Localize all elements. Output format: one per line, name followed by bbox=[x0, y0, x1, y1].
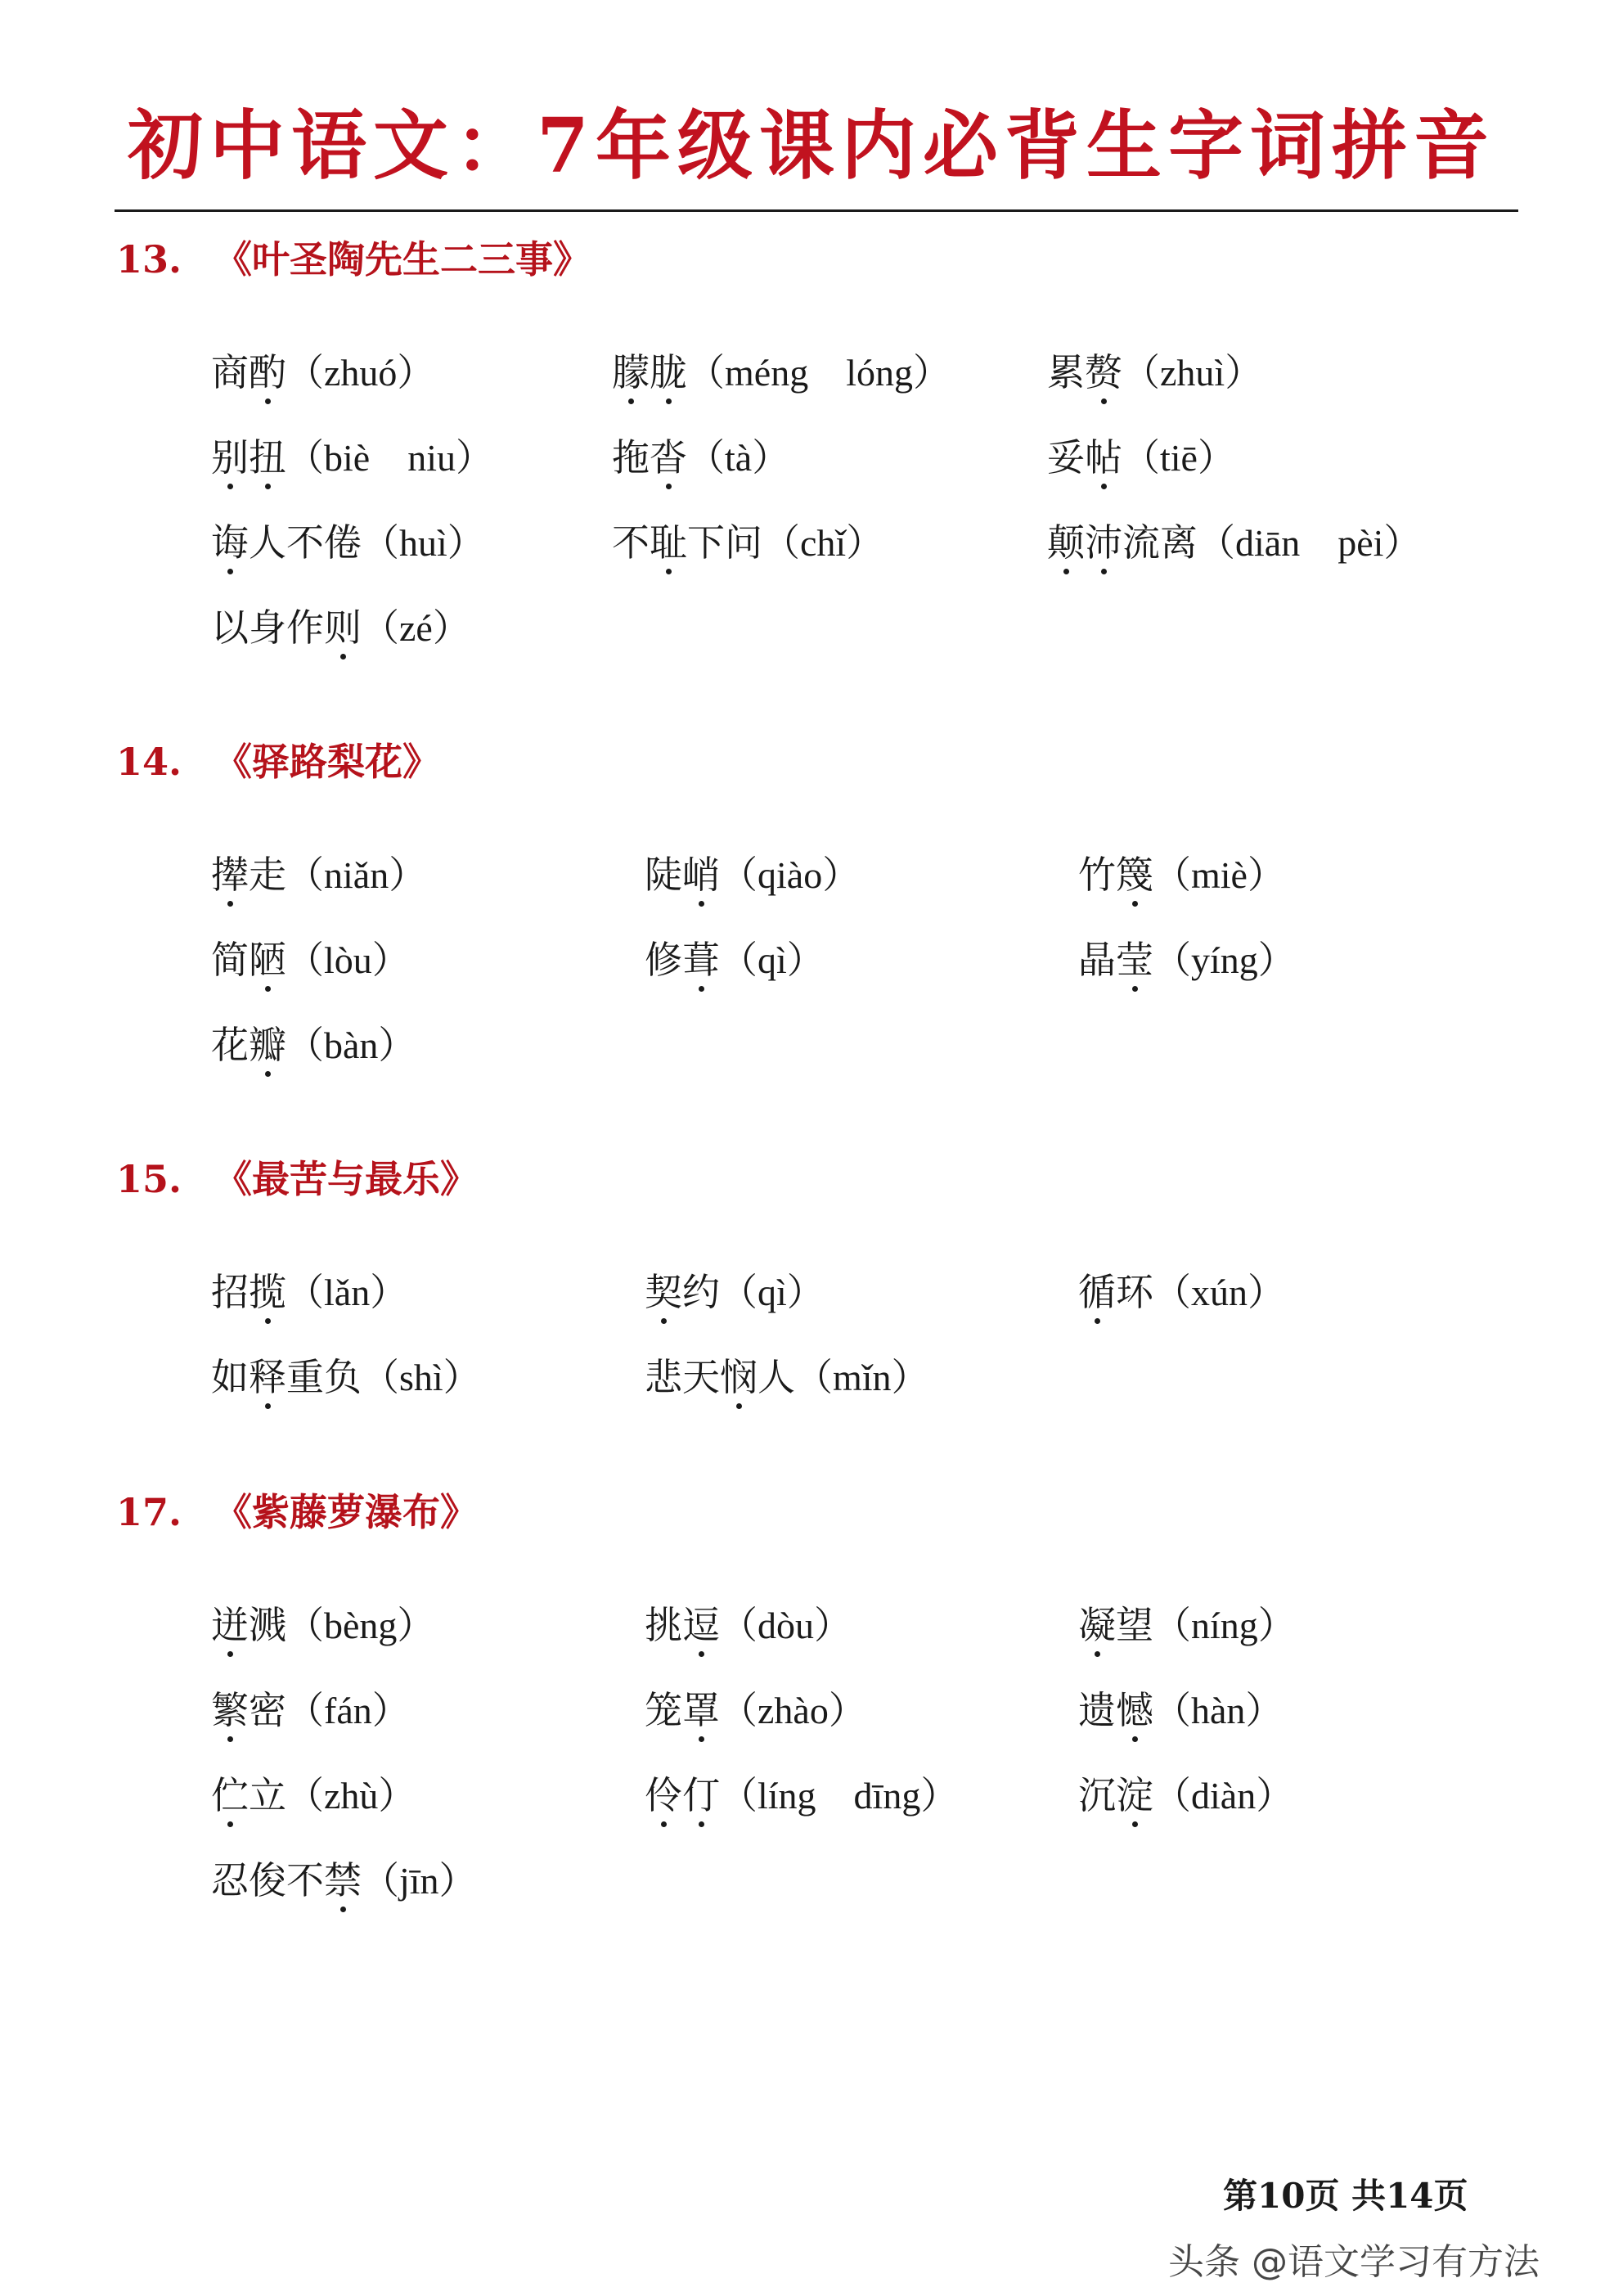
vocab-word: 笼罩 bbox=[645, 1688, 720, 1732]
vocab-word: 沉淀 bbox=[1078, 1773, 1153, 1817]
vocab-entry bbox=[211, 1688, 410, 1732]
pinyin: （zhù） bbox=[286, 1775, 416, 1817]
vocab-entry bbox=[1078, 938, 1296, 982]
vocab-entry bbox=[1078, 1603, 1296, 1647]
pinyin: （zhuó） bbox=[286, 352, 435, 394]
vocab-entry bbox=[211, 1858, 477, 1902]
title-divider bbox=[115, 209, 1518, 212]
vocab-word: 伫立 bbox=[211, 1773, 286, 1817]
vocab-word: 撵走 bbox=[211, 853, 286, 897]
pinyin: （miè） bbox=[1153, 854, 1285, 896]
section-title: 《最苦与最乐》 bbox=[214, 1157, 478, 1201]
vocab-word: 颠沛流离 bbox=[1047, 520, 1198, 565]
page-number: 第10页 共14页 bbox=[1223, 2176, 1468, 2216]
vocab-entry bbox=[612, 435, 790, 479]
vocab-word: 修葺 bbox=[645, 938, 720, 982]
pinyin: （huì） bbox=[362, 522, 485, 564]
section-heading bbox=[116, 740, 440, 784]
vocab-entry bbox=[645, 853, 861, 897]
vocab-entry bbox=[211, 520, 485, 565]
page-title: 初中语文：7年级课内必背生字词拼音 bbox=[127, 101, 1495, 190]
vocab-word: 朦胧 bbox=[612, 350, 687, 394]
vocab-word: 循环 bbox=[1078, 1270, 1153, 1314]
pinyin: （mǐn） bbox=[795, 1357, 929, 1398]
vocab-word: 妥帖 bbox=[1047, 435, 1122, 479]
vocab-entry bbox=[1047, 520, 1422, 565]
vocab-word: 繁密 bbox=[211, 1688, 286, 1732]
vocab-entry bbox=[211, 938, 410, 982]
vocab-entry bbox=[612, 520, 884, 565]
pinyin: （níng） bbox=[1153, 1605, 1296, 1646]
vocab-word: 商酌 bbox=[211, 350, 286, 394]
vocab-entry bbox=[211, 1023, 416, 1067]
pinyin: （qiào） bbox=[720, 854, 861, 896]
pinyin: （tiē） bbox=[1122, 437, 1235, 479]
vocab-entry bbox=[645, 1355, 929, 1399]
vocab-word: 以身作则 bbox=[211, 606, 362, 650]
vocab-entry bbox=[211, 1355, 481, 1399]
vocab-word: 悲天悯人 bbox=[645, 1355, 795, 1399]
vocab-word: 挑逗 bbox=[645, 1603, 720, 1647]
vocab-word: 招揽 bbox=[211, 1270, 286, 1314]
vocab-entry bbox=[612, 350, 951, 394]
pinyin: （líng dīng） bbox=[720, 1775, 959, 1817]
pinyin: （lòu） bbox=[286, 939, 410, 981]
vocab-word: 凝望 bbox=[1078, 1603, 1153, 1647]
vocab-entry bbox=[1047, 350, 1263, 394]
pinyin: （zhào） bbox=[720, 1690, 866, 1731]
vocab-entry bbox=[211, 1270, 408, 1314]
section-heading bbox=[116, 237, 591, 281]
vocab-word: 契约 bbox=[645, 1270, 720, 1314]
pinyin: （zhuì） bbox=[1122, 352, 1263, 394]
vocab-entry bbox=[1047, 435, 1235, 479]
vocab-word: 简陋 bbox=[211, 938, 286, 982]
section-number: 17. bbox=[116, 1490, 182, 1534]
vocab-entry bbox=[1078, 853, 1285, 897]
section-number: 14. bbox=[116, 740, 182, 784]
pinyin: （dòu） bbox=[720, 1605, 852, 1646]
vocab-word: 陡峭 bbox=[645, 853, 720, 897]
vocab-word: 如释重负 bbox=[211, 1355, 362, 1399]
vocab-entry bbox=[645, 1688, 866, 1732]
vocab-word: 诲人不倦 bbox=[211, 520, 362, 565]
pinyin: （zé） bbox=[362, 607, 470, 649]
vocab-word: 累赘 bbox=[1047, 350, 1122, 394]
pinyin: （tà） bbox=[687, 437, 790, 479]
vocab-word: 竹篾 bbox=[1078, 853, 1153, 897]
vocab-word: 遗憾 bbox=[1078, 1688, 1153, 1732]
vocab-word: 花瓣 bbox=[211, 1023, 286, 1067]
vocab-word: 晶莹 bbox=[1078, 938, 1153, 982]
pinyin: （fán） bbox=[286, 1690, 410, 1731]
vocab-entry bbox=[211, 606, 470, 650]
pinyin: （lǎn） bbox=[286, 1272, 408, 1313]
pinyin: （bàn） bbox=[286, 1024, 416, 1066]
pinyin: （hàn） bbox=[1153, 1690, 1284, 1731]
vocab-word: 别扭 bbox=[211, 435, 286, 479]
section-heading bbox=[116, 1490, 478, 1534]
pinyin: （diàn） bbox=[1153, 1775, 1294, 1817]
section-title: 《驿路梨花》 bbox=[214, 740, 440, 784]
section-title: 《叶圣陶先生二三事》 bbox=[214, 237, 591, 281]
vocab-entry bbox=[211, 435, 493, 479]
pinyin: （biè niu） bbox=[286, 437, 493, 479]
watermark: 头条 @语文学习有方法 bbox=[1168, 2241, 1540, 2283]
vocab-entry bbox=[645, 1773, 959, 1817]
vocab-entry bbox=[211, 853, 427, 897]
pinyin: （niǎn） bbox=[286, 854, 427, 896]
vocab-entry bbox=[211, 350, 435, 394]
pinyin: （bèng） bbox=[286, 1605, 435, 1646]
section-title: 《紫藤萝瀑布》 bbox=[214, 1490, 478, 1534]
section-number: 13. bbox=[116, 237, 182, 281]
section-heading bbox=[116, 1157, 478, 1201]
pinyin: （chǐ） bbox=[762, 522, 884, 564]
vocab-word: 忍俊不禁 bbox=[211, 1858, 362, 1902]
pinyin: （xún） bbox=[1153, 1272, 1285, 1313]
pinyin: （qì） bbox=[720, 1272, 825, 1313]
vocab-word: 不耻下问 bbox=[612, 520, 762, 565]
vocab-entry bbox=[1078, 1270, 1285, 1314]
vocab-entry bbox=[645, 1270, 825, 1314]
vocab-word: 迸溅 bbox=[211, 1603, 286, 1647]
vocab-word: 伶仃 bbox=[645, 1773, 720, 1817]
vocab-entry bbox=[645, 1603, 852, 1647]
pinyin: （yíng） bbox=[1153, 939, 1296, 981]
vocab-entry bbox=[211, 1773, 416, 1817]
pinyin: （méng lóng） bbox=[687, 352, 951, 394]
vocab-word: 拖沓 bbox=[612, 435, 687, 479]
vocab-entry bbox=[1078, 1773, 1294, 1817]
vocab-entry bbox=[1078, 1688, 1284, 1732]
vocab-entry bbox=[211, 1603, 435, 1647]
pinyin: （qì） bbox=[720, 939, 825, 981]
vocab-entry bbox=[645, 938, 825, 982]
section-number: 15. bbox=[116, 1157, 182, 1201]
pinyin: （diān pèi） bbox=[1198, 522, 1422, 564]
pinyin: （shì） bbox=[362, 1357, 481, 1398]
pinyin: （jīn） bbox=[362, 1860, 477, 1902]
